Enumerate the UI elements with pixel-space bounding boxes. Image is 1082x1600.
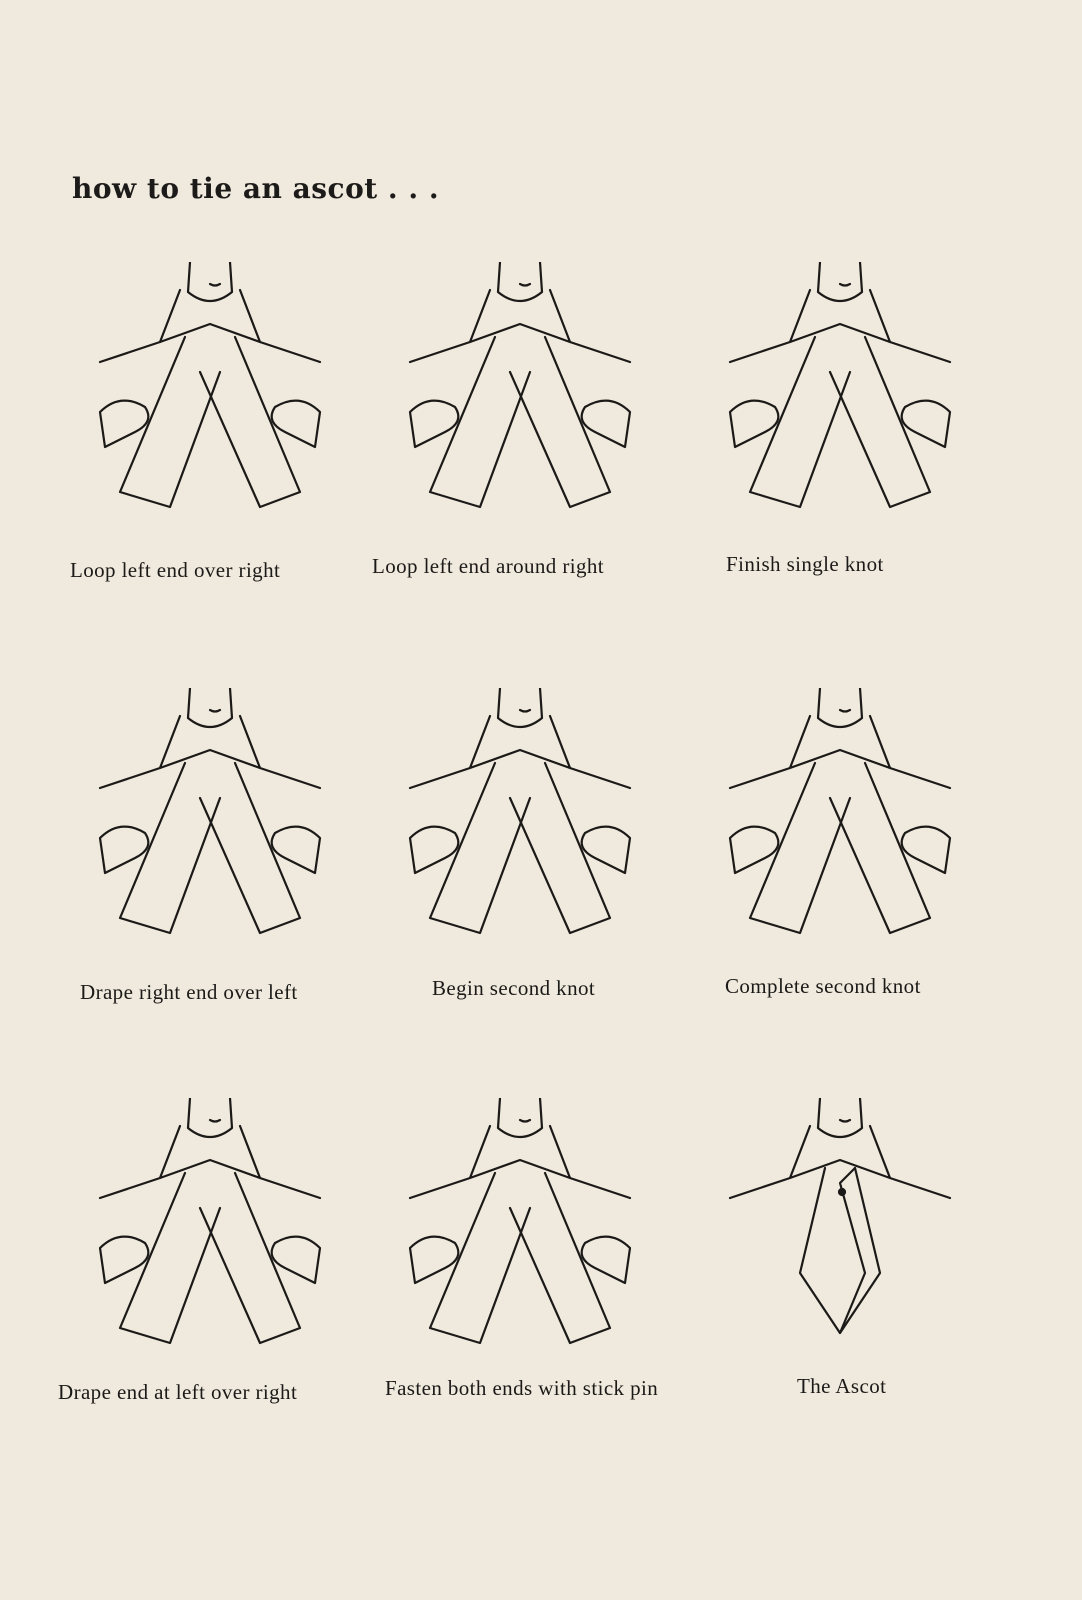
caption-finish-single-knot: Finish single knot	[726, 552, 884, 576]
illustration-fasten-stick-pin	[370, 1098, 670, 1358]
caption-drape-right-over-left: Drape right end over left	[80, 980, 298, 1004]
caption-drape-left-over-right: Drape end at left over right	[58, 1380, 298, 1404]
illustration-begin-second-knot	[370, 688, 670, 948]
illustration-drape-left-over-right	[60, 1098, 360, 1358]
caption-the-ascot: The Ascot	[797, 1374, 887, 1398]
illustration-loop-left-around-right	[370, 262, 670, 522]
illustration-drape-right-over-left	[60, 688, 360, 948]
illustration-complete-second-knot	[690, 688, 990, 948]
caption-complete-second-knot: Complete second knot	[725, 974, 921, 998]
page-title: how to tie an ascot . . .	[72, 172, 440, 205]
caption-fasten-stick-pin: Fasten both ends with stick pin	[385, 1376, 659, 1400]
illustration-the-ascot	[690, 1098, 990, 1358]
illustration-finish-single-knot	[690, 262, 990, 522]
caption-loop-left-over-right: Loop left end over right	[70, 558, 281, 582]
illustration-loop-left-over-right	[60, 262, 360, 522]
caption-loop-left-around-right: Loop left end around right	[372, 554, 605, 578]
caption-begin-second-knot: Begin second knot	[432, 976, 596, 1000]
